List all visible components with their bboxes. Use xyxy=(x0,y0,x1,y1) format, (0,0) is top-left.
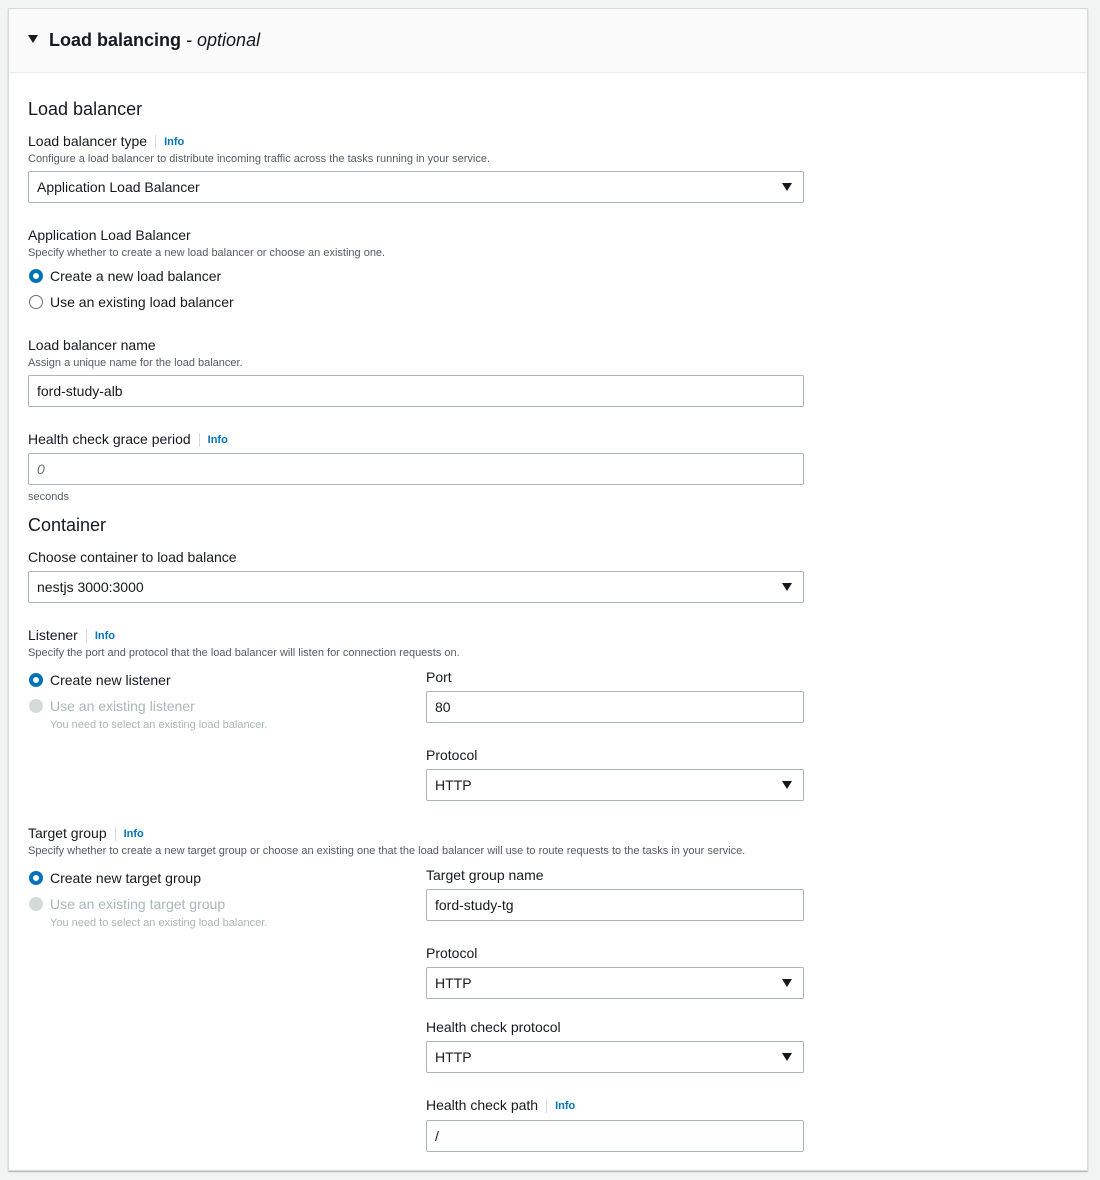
load-balancer-name-description: Assign a unique name for the load balancer. xyxy=(28,357,243,369)
container-select[interactable] xyxy=(28,571,804,603)
grace-period-unit: seconds xyxy=(28,491,69,503)
listener-protocol-value: HTTP xyxy=(435,777,472,793)
health-check-path-label xyxy=(426,1096,575,1114)
listener-info-link[interactable]: Info xyxy=(86,629,115,643)
dropdown-arrow-icon xyxy=(782,1053,792,1061)
load-balancer-name-input[interactable]: ford-study-alb xyxy=(28,375,804,407)
alb-description: Specify whether to create a new load balancer or choose an existing one. xyxy=(28,247,386,259)
dropdown-arrow-icon xyxy=(782,583,792,591)
load-balancing-panel xyxy=(8,8,1088,1171)
section-header[interactable] xyxy=(9,9,1088,73)
use-existing-load-balancer-radio[interactable] xyxy=(29,295,43,309)
listener-protocol-label: Protocol xyxy=(426,747,478,763)
health-check-protocol-select[interactable] xyxy=(426,1041,804,1073)
dropdown-arrow-icon xyxy=(782,781,792,789)
optional-label: - optional xyxy=(186,30,261,50)
use-existing-target-group-label: Use an existing target group xyxy=(50,896,226,912)
target-group-description: Specify whether to create a new target group or choose an existing one that the load balancer will use to route requests to the tasks in your service. xyxy=(28,845,746,857)
target-group-label xyxy=(28,824,144,842)
target-group-info-link[interactable]: Info xyxy=(115,827,144,841)
target-group-name-input[interactable]: ford-study-tg xyxy=(426,889,804,921)
use-existing-target-group-description: You need to select an existing load balancer. xyxy=(50,917,268,929)
load-balancer-name-label: Load balancer name xyxy=(28,337,156,353)
load-balancer-type-label-text: Load balancer type xyxy=(28,133,148,149)
create-new-listener-label[interactable]: Create new listener xyxy=(50,672,171,688)
use-existing-listener-radio xyxy=(29,699,43,713)
health-check-path-info-link[interactable]: Info xyxy=(546,1099,575,1113)
choose-container-label: Choose container to load balance xyxy=(28,549,237,565)
create-new-target-group-radio[interactable] xyxy=(29,871,43,885)
health-check-grace-label xyxy=(28,430,228,448)
caret-down-icon[interactable] xyxy=(28,35,38,43)
load-balancer-type-value: Application Load Balancer xyxy=(37,179,200,195)
create-new-load-balancer-label[interactable]: Create a new load balancer xyxy=(50,268,222,284)
health-check-protocol-label: Health check protocol xyxy=(426,1019,561,1035)
container-select-value: nestjs 3000:3000 xyxy=(37,579,144,595)
health-check-grace-input[interactable]: 0 xyxy=(28,453,804,485)
health-check-path-input[interactable]: / xyxy=(426,1120,804,1152)
use-existing-listener-description: You need to select an existing load balancer. xyxy=(50,719,268,731)
listener-description: Specify the port and protocol that the load balancer will listen for connection requests on. xyxy=(28,647,460,659)
container-heading: Container xyxy=(28,515,107,535)
alb-label: Application Load Balancer xyxy=(28,227,191,243)
load-balancer-type-info-link[interactable]: Info xyxy=(155,135,184,149)
use-existing-listener-label: Use an existing listener xyxy=(50,698,195,714)
target-group-label-text: Target group xyxy=(28,825,107,841)
health-check-protocol-value: HTTP xyxy=(435,1049,472,1065)
use-existing-load-balancer-label[interactable]: Use an existing load balancer xyxy=(50,294,234,310)
use-existing-target-group-radio xyxy=(29,897,43,911)
dropdown-arrow-icon xyxy=(782,183,792,191)
port-input[interactable]: 80 xyxy=(426,691,804,723)
dropdown-arrow-icon xyxy=(782,979,792,987)
health-check-grace-label-text: Health check grace period xyxy=(28,431,191,447)
health-check-path-label-text: Health check path xyxy=(426,1097,539,1113)
listener-protocol-select[interactable] xyxy=(426,769,804,801)
listener-label-text: Listener xyxy=(28,627,78,643)
load-balancer-type-select[interactable] xyxy=(28,171,804,203)
create-new-load-balancer-radio[interactable] xyxy=(29,269,43,283)
target-group-protocol-select[interactable] xyxy=(426,967,804,999)
listener-label xyxy=(28,626,115,644)
target-group-protocol-value: HTTP xyxy=(435,975,472,991)
target-group-name-label: Target group name xyxy=(426,867,544,883)
section-title[interactable] xyxy=(49,29,260,51)
section-title-text: Load balancing xyxy=(49,30,182,50)
create-new-target-group-label[interactable]: Create new target group xyxy=(50,870,201,886)
target-group-protocol-label: Protocol xyxy=(426,945,478,961)
port-label: Port xyxy=(426,669,452,685)
load-balancer-type-description: Configure a load balancer to distribute incoming traffic across the tasks running in your service. xyxy=(28,153,491,165)
load-balancer-type-label xyxy=(28,132,184,150)
health-check-grace-info-link[interactable]: Info xyxy=(199,433,228,447)
load-balancer-heading: Load balancer xyxy=(28,99,143,119)
create-new-listener-radio[interactable] xyxy=(29,673,43,687)
